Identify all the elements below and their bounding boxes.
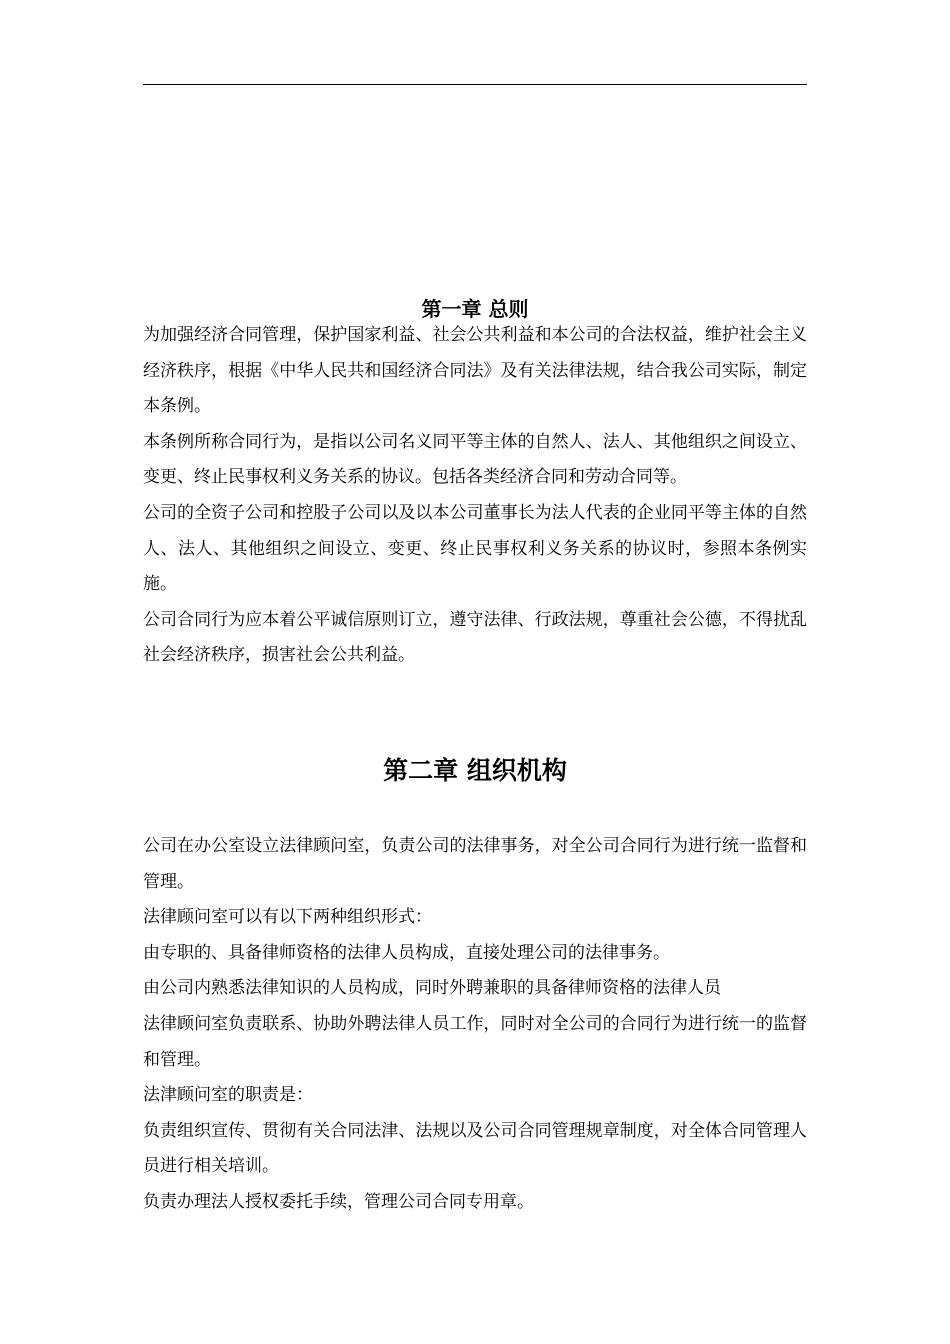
chapter-2-paragraph-5: 法律顾问室负责联系、协助外聘法律人员工作，同时对全公司的合同行为进行统一的监督和管理。 bbox=[143, 1013, 807, 1070]
chapter-2-body bbox=[143, 829, 807, 1221]
chapter-1-paragraph-4: 公司合同行为应本着公平诚信原则订立，遵守法律、行政法规，尊重社会公德，不得扰乱社会经济秩序，损害社会公共利益。 bbox=[143, 609, 807, 666]
chapter-1-body bbox=[143, 318, 807, 674]
chapter-2-paragraph-6: 法津顾问室的职责是： bbox=[143, 1085, 313, 1106]
chapter-2-paragraph-8: 负责办理法人授权委托手续，管理公司合同专用章。 bbox=[143, 1191, 534, 1212]
header-rule bbox=[143, 84, 807, 85]
chapter-2-paragraph-4: 由公司内熟悉法律知识的人员构成，同时外聘兼职的具备律师资格的法律人员 bbox=[143, 978, 721, 999]
chapter-2-paragraph-7: 负责组织宣传、贯彻有关合同法津、法规以及公司合同管理规章制度，对全体合同管理人员进行相关培训。 bbox=[143, 1120, 807, 1177]
chapter-1-paragraph-1: 为加强经济合同管理，保护国家利益、社会公共利益和本公司的合法权益，维护社会主义经济秩序，根据《中华人民共和国经济合同法》及有关法律法规，结合我公司实际，制定本条例。 bbox=[143, 325, 807, 417]
chapter-1-paragraph-3: 公司的全资子公司和控股子公司以及以本公司董事长为法人代表的企业同平等主体的自然人、法人、其他组织之间设立、变更、终止民事权利义务关系的协议时，参照本条例实施。 bbox=[143, 502, 807, 595]
chapter-2-paragraph-1: 公司在办公室设立法律顾问室，负责公司的法律事务，对全公司合同行为进行统一监督和管理。 bbox=[143, 836, 807, 892]
chapter-2-title: 第二章 组织机构 bbox=[383, 756, 567, 785]
chapter-2-paragraph-3: 由专职的、具备律师资格的法律人员构成，直接处理公司的法律事务。 bbox=[143, 942, 670, 963]
chapter-1-title: 第一章 总则 bbox=[421, 297, 529, 321]
chapter-1-paragraph-2: 本条例所称合同行为，是指以公司名义同平等主体的自然人、法人、其他组织之间设立、变更、终止民事权利义务关系的协议。包括各类经济合同和劳动合同等。 bbox=[143, 431, 807, 488]
chapter-2-paragraph-2: 法律顾问室可以有以下两种组织形式： bbox=[143, 907, 432, 928]
